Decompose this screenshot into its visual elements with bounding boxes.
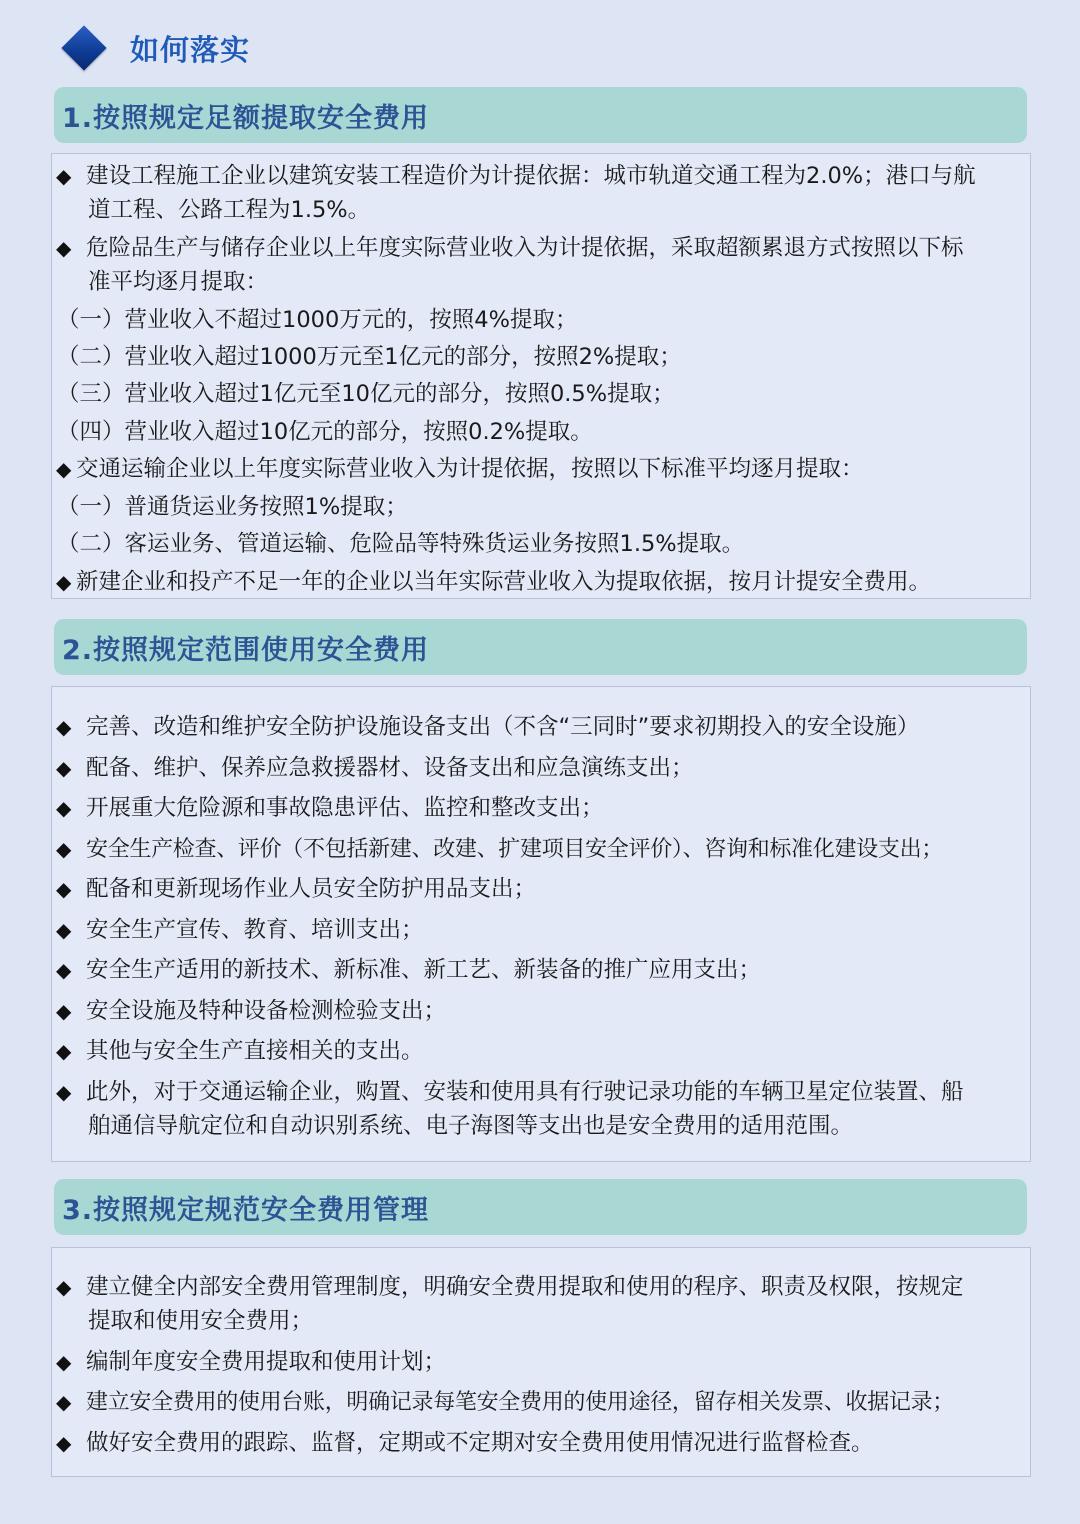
section-1-title: 1.按照规定足额提取安全费用 bbox=[54, 87, 1027, 143]
list-item: ◆ 危险品生产与储存企业以上年度实际营业收入为计提依据，采取超额累退方式按照以下标 bbox=[56, 231, 964, 265]
list-item: （一）普通货运业务按照1%提取； bbox=[57, 494, 408, 520]
bullet-diamond-icon: ◆ bbox=[56, 164, 72, 188]
bullet-diamond-icon: ◆ bbox=[56, 837, 72, 861]
section-3-title: 3.按照规定规范安全费用管理 bbox=[54, 1179, 1027, 1235]
bullet-diamond-icon: ◆ bbox=[56, 877, 72, 901]
bullet-diamond-icon: ◆ bbox=[56, 1275, 72, 1299]
bullet-diamond-icon: ◆ bbox=[56, 715, 72, 739]
section-1-box bbox=[51, 153, 1031, 599]
list-item: 道工程、公路工程为1.5%。 bbox=[88, 197, 371, 223]
list-item: （二）客运业务、管道运输、危险品等特殊货运业务按照1.5%提取。 bbox=[57, 531, 745, 557]
page-header bbox=[60, 22, 250, 74]
list-item: ◆ 建立安全费用的使用台账，明确记录每笔安全费用的使用途径，留存相关发票、收据记录； bbox=[56, 1385, 954, 1420]
list-item: ◆ 其他与安全生产直接相关的支出。 bbox=[56, 1034, 424, 1068]
bullet-diamond-icon: ◆ bbox=[56, 1080, 72, 1104]
section-2-title: 2.按照规定范围使用安全费用 bbox=[54, 619, 1027, 675]
list-item: ◆ 开展重大危险源和事故隐患评估、监控和整改支出； bbox=[56, 791, 604, 825]
list-item: ◆ 新建企业和投产不足一年的企业以当年实际营业收入为提取依据，按月计提安全费用。 bbox=[56, 565, 931, 599]
bullet-diamond-icon: ◆ bbox=[56, 958, 72, 982]
list-item: 准平均逐月提取： bbox=[88, 269, 269, 295]
list-item: ◆ 安全生产检查、评价（不包括新建、改建、扩建项目安全评价）、咨询和标准化建设支出； bbox=[56, 832, 943, 867]
list-item: ◆ 配备、维护、保养应急救援器材、设备支出和应急演练支出； bbox=[56, 751, 694, 785]
bullet-diamond-icon: ◆ bbox=[56, 236, 72, 260]
section-3-box bbox=[51, 1247, 1031, 1477]
list-item: ◆ 建立健全内部安全费用管理制度，明确安全费用提取和使用的程序、职责及权限，按规定 bbox=[56, 1270, 964, 1304]
section-2-box bbox=[51, 686, 1031, 1162]
list-item: ◆ 编制年度安全费用提取和使用计划； bbox=[56, 1345, 446, 1379]
list-item: ◆ 建设工程施工企业以建筑安装工程造价为计提依据：城市轨道交通工程为2.0%；港口与航 bbox=[56, 159, 976, 193]
bullet-diamond-icon: ◆ bbox=[56, 457, 72, 481]
bullet-diamond-icon: ◆ bbox=[56, 918, 72, 942]
list-item: （二）营业收入超过1000万元至1亿元的部分，按照2%提取； bbox=[57, 344, 682, 370]
bullet-diamond-icon: ◆ bbox=[56, 1431, 72, 1455]
list-item: 提取和使用安全费用； bbox=[88, 1308, 314, 1334]
list-item: ◆ 安全生产宣传、教育、培训支出； bbox=[56, 913, 424, 947]
bullet-diamond-icon: ◆ bbox=[56, 756, 72, 780]
list-item: ◆ 安全设施及特种设备检测检验支出； bbox=[56, 994, 446, 1028]
list-item: ◆ 安全生产适用的新技术、新标准、新工艺、新装备的推广应用支出； bbox=[56, 953, 761, 987]
bullet-diamond-icon: ◆ bbox=[56, 796, 72, 820]
list-item: ◆ 完善、改造和维护安全防护设施设备支出（不含“三同时”要求初期投入的安全设施） bbox=[56, 710, 919, 744]
list-item: ◆ 交通运输企业以上年度实际营业收入为计提依据，按照以下标准平均逐月提取： bbox=[56, 452, 864, 486]
bullet-diamond-icon: ◆ bbox=[56, 1390, 72, 1414]
bullet-diamond-icon: ◆ bbox=[56, 999, 72, 1023]
bullet-diamond-icon: ◆ bbox=[56, 1039, 72, 1063]
page-title: 如何落实 bbox=[130, 32, 251, 67]
bullet-diamond-icon: ◆ bbox=[56, 570, 72, 594]
list-item: 舶通信导航定位和自动识别系统、电子海图等支出也是安全费用的适用范围。 bbox=[88, 1113, 854, 1139]
list-item: （三）营业收入超过1亿元至10亿元的部分，按照0.5%提取； bbox=[57, 381, 675, 407]
list-item: ◆ 此外，对于交通运输企业，购置、安装和使用具有行驶记录功能的车辆卫星定位装置、船 bbox=[56, 1075, 964, 1109]
diamond-icon bbox=[61, 25, 106, 70]
list-item: ◆ 做好安全费用的跟踪、监督，定期或不定期对安全费用使用情况进行监督检查。 bbox=[56, 1426, 874, 1460]
list-item: （四）营业收入超过10亿元的部分，按照0.2%提取。 bbox=[57, 419, 593, 445]
list-item: ◆ 配备和更新现场作业人员安全防护用品支出； bbox=[56, 872, 536, 906]
bullet-diamond-icon: ◆ bbox=[56, 1350, 72, 1374]
list-item: （一）营业收入不超过1000万元的，按照4%提取； bbox=[57, 307, 578, 333]
